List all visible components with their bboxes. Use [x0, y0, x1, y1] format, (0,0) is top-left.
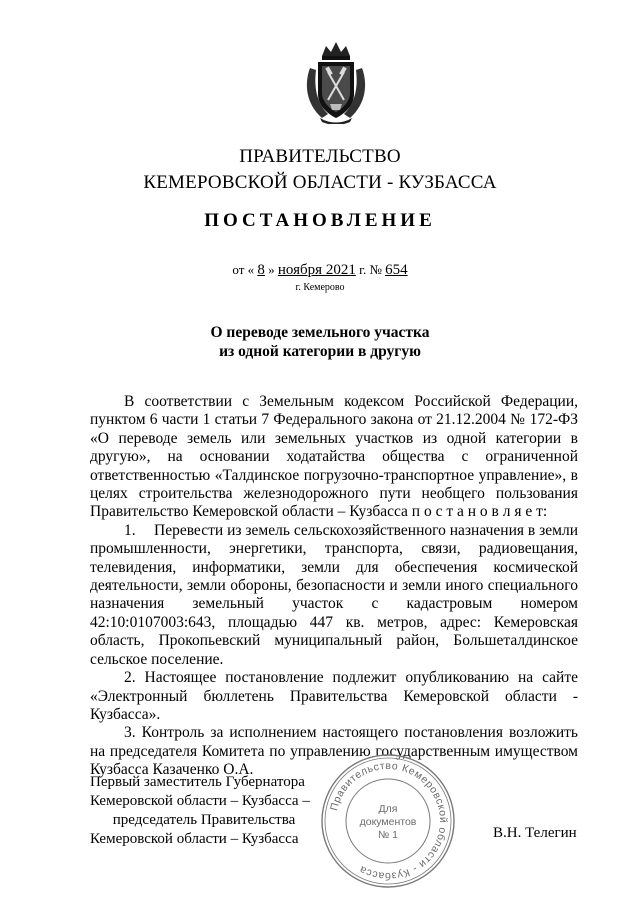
item-1-number: 1.	[124, 521, 136, 539]
date-prefix: от «	[232, 262, 255, 277]
item-1-text: Перевести из земель сельскохозяйственного назначения в земли промышленности, энергетики, транспорта, связи, радиовещания, телевидения, информатики, земли для обеспечения космической деятельности, земли обороны, безопасности и земли иного специального назначения земельный участок с кадастровым номером 42:10:0107003:643, площадью 447 кв. метров, адрес: Кемеровская область, Прокопьевский муниципальный район, Большеталдинское сельское поселение.	[90, 521, 578, 668]
date-day: 8	[257, 262, 265, 278]
org-name-line-1: ПРАВИТЕЛЬСТВО	[239, 146, 401, 167]
item-1-paragraph	[90, 522, 578, 669]
date-number-line	[0, 262, 640, 279]
signer-line-3: председатель Правительства	[112, 812, 296, 828]
signer-line-1: Первый заместитель Губернатора	[90, 774, 305, 790]
preamble-paragraph: В соответствии с Земельным кодексом Российской Федерации, пунктом 6 части 1 статьи 7 Федерального закона от 21.12.2004 № 172-ФЗ «О переводе земель или земельных участков из одной категории в другую», на основании ходатайства общества с ограниченной ответственностью «Талдинское погрузочно-транспортное управление», в целях строительства железнодорожного пути необщего пользования Правительство Кемеровской области – Кузбасса п о с т а н о в л я е т:	[90, 393, 578, 521]
document-number: 654	[385, 262, 408, 278]
subject-line-2: из одной категории в другую	[219, 343, 421, 360]
signer-line-2: Кемеровской области – Кузбасса –	[90, 793, 310, 809]
stamp-center-line-1: Для	[378, 803, 398, 815]
signer-line-4: Кемеровской области – Кузбасса	[90, 831, 299, 847]
number-prefix: №	[369, 262, 382, 277]
date-mid: »	[268, 262, 275, 277]
stamp-ring-text: Правительство Кемеровской области - Кузбасса	[328, 759, 450, 883]
subject-line-1: О переводе земельного участка	[210, 324, 430, 341]
item-2-paragraph: 2. Настоящее постановление подлежит опубликованию на сайте «Электронный бюллетень Правительства Кемеровской области - Кузбасса».	[90, 669, 578, 723]
body-text	[90, 393, 578, 780]
org-name-line-2: КЕМЕРОВСКОЙ ОБЛАСТИ - КУЗБАССА	[143, 172, 497, 193]
item-3-paragraph: 3. Контроль за исполнением настоящего постановления возложить на председателя Комитета по управлению государственным имуществом Кузбасса Казаченко О.А.	[90, 724, 578, 779]
date-month-year: ноября 2021	[277, 262, 356, 278]
signer-name: В.Н. Телегин	[493, 825, 577, 841]
stamp-center-line-2: документов	[359, 816, 417, 828]
coat-of-arms-icon	[300, 38, 372, 124]
city: г. Кемерово	[295, 282, 345, 293]
subject-heading	[0, 323, 640, 361]
date-year-suffix: г.	[359, 262, 367, 277]
stamp-center-line-3: № 1	[377, 829, 399, 841]
document-type-title: ПОСТАНОВЛЕНИЕ	[204, 210, 436, 231]
signer-title	[90, 773, 318, 849]
official-stamp	[317, 750, 459, 892]
